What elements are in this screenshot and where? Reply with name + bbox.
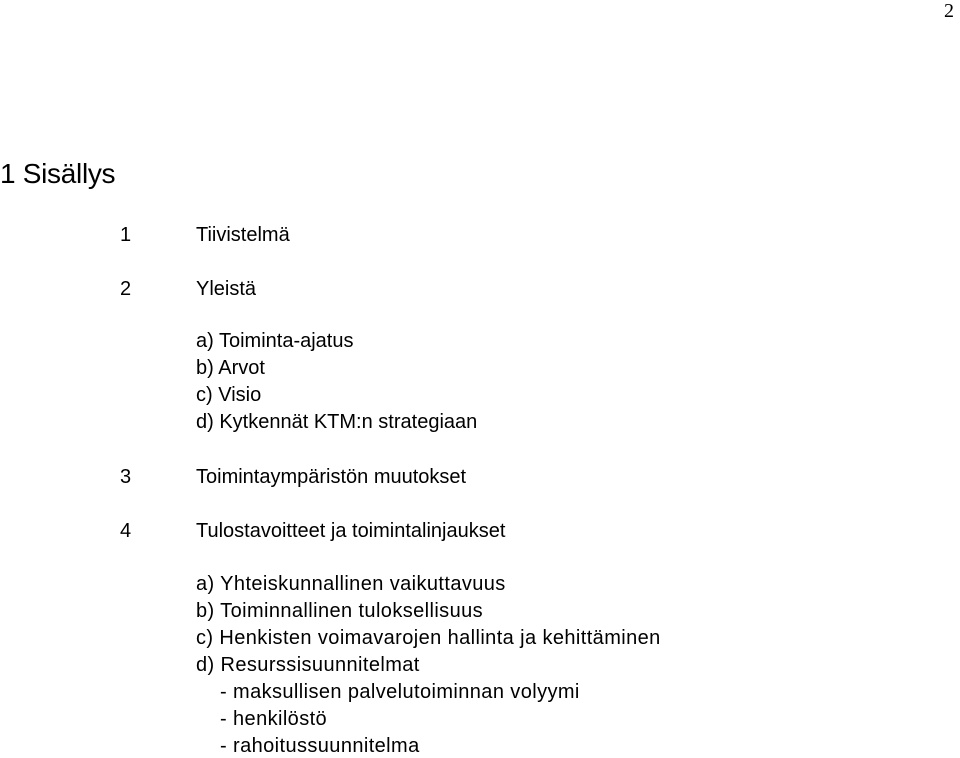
toc-subitem-2c: c) Visio [196,384,262,406]
toc-item-2-number: 2 [120,278,132,300]
toc-item-1-title: Tiivistelmä [196,224,290,246]
toc-subitem-4c: c) Henkisten voimavarojen hallinta ja kehittäminen [196,627,661,649]
toc-item-4-number: 4 [120,520,132,542]
toc-dash-item-financing: - rahoitussuunnitelma [220,735,420,757]
section-heading: 1 Sisällys [0,158,116,189]
toc-item-3-number: 3 [120,466,132,488]
toc-subitem-2b: b) Arvot [196,357,265,379]
toc-item-3-title: Toimintaympäristön muutokset [196,466,467,488]
toc-subitem-4a: a) Yhteiskunnallinen vaikuttavuus [196,573,506,595]
toc-item-2-title: Yleistä [196,278,257,300]
toc-dash-item-volume: - maksullisen palvelutoiminnan volyymi [220,681,580,703]
toc-item-1-number: 1 [120,224,132,246]
toc-subitem-4b: b) Toiminnallinen tuloksellisuus [196,600,484,622]
toc-item-4-title: Tulostavoitteet ja toimintalinjaukset [196,520,506,542]
toc-subitem-2a: a) Toiminta-ajatus [196,330,354,352]
page-number: 2 [944,0,954,22]
toc-subitem-2d: d) Kytkennät KTM:n strategiaan [196,411,478,433]
toc-subitem-4d: d) Resurssisuunnitelmat [196,654,420,676]
toc-dash-item-staff: - henkilöstö [220,708,328,730]
